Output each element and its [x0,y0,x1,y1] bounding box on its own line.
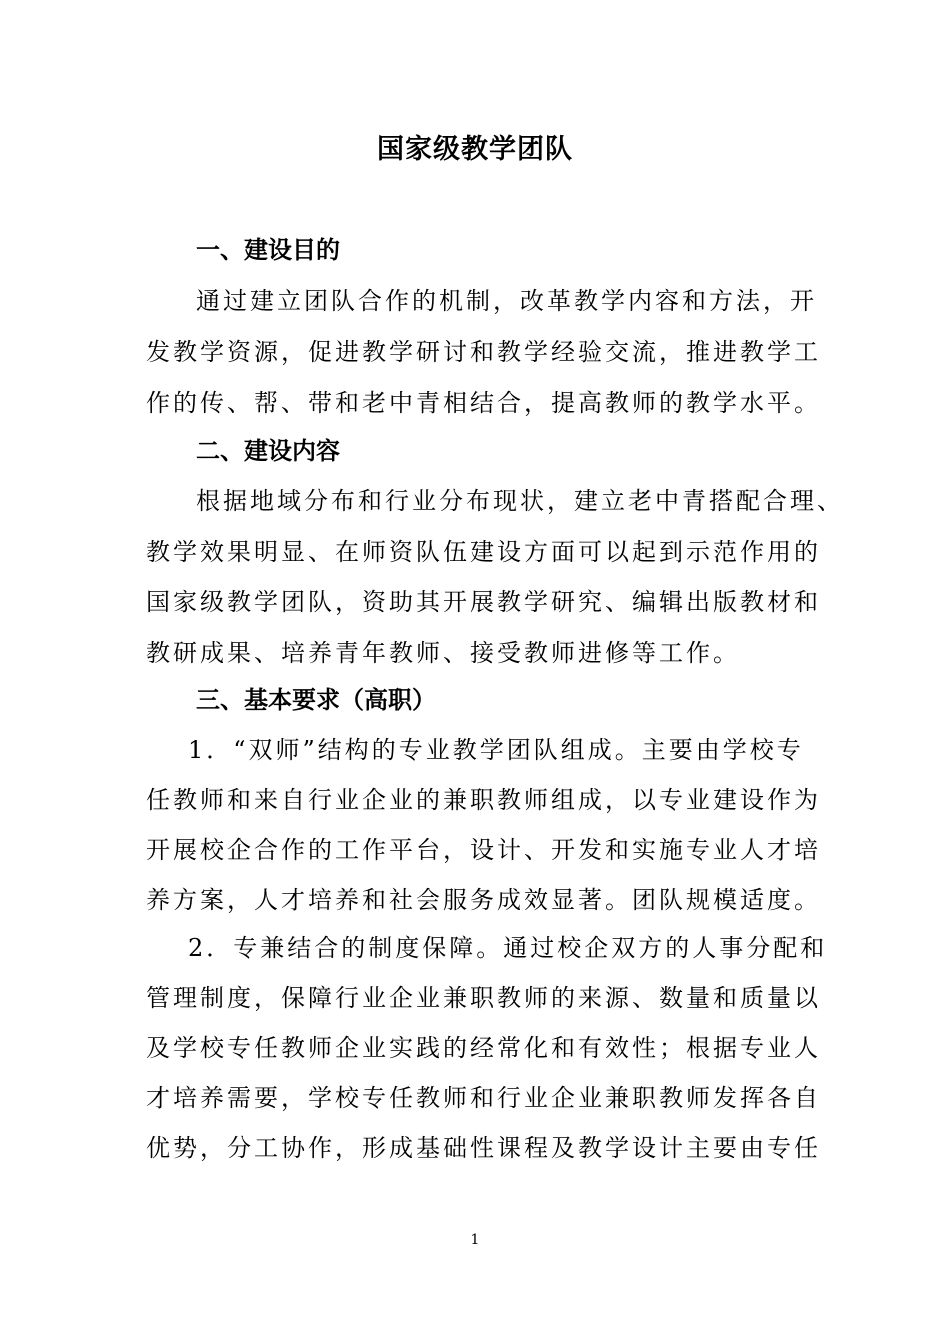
paragraph-line: 开展校企合作的工作平台，设计、开发和实施专业人才培 [146,836,821,864]
paragraph-line: 通过建立团队合作的机制，改革教学内容和方法，开 [196,287,817,315]
paragraph-line: 教研成果、培养青年教师、接受教师进修等工作。 [146,639,740,667]
paragraph-line: 作的传、帮、带和老中青相结合，提高教师的教学水平。 [146,389,821,417]
section-heading-content: 二、建设内容 [196,436,340,465]
paragraph-line: 发教学资源，促进教学研讨和教学经验交流，推进教学工 [146,338,821,366]
paragraph-line: 养方案，人才培养和社会服务成效显著。团队规模适度。 [146,886,821,914]
section-heading-requirements: 三、基本要求（高职） [196,685,436,714]
paragraph-line: 根据地域分布和行业分布现状，建立老中青搭配合理、 [196,487,844,515]
paragraph-line: 才培养需要，学校专任教师和行业企业兼职教师发挥各自 [146,1084,821,1112]
section-heading-purpose: 一、建设目的 [196,235,340,264]
paragraph-line: 2．专兼结合的制度保障。通过校企双方的人事分配和 [188,934,828,962]
paragraph-line: 优势，分工协作，形成基础性课程及教学设计主要由专任 [146,1134,821,1162]
paragraph-line: 教学效果明显、在师资队伍建设方面可以起到示范作用的 [146,538,821,566]
paragraph-line: 国家级教学团队，资助其开展教学研究、编辑出版教材和 [146,588,821,616]
paragraph-line: 管理制度，保障行业企业兼职教师的来源、数量和质量以 [146,984,821,1012]
paragraph-line: 及学校专任教师企业实践的经常化和有效性；根据专业人 [146,1034,821,1062]
paragraph-line: 1．“双师”结构的专业教学团队组成。主要由学校专 [188,736,804,764]
document-title: 国家级教学团队 [377,134,573,165]
paragraph-line: 任教师和来自行业企业的兼职教师组成，以专业建设作为 [146,786,821,814]
page-number: 1 [470,1232,480,1248]
